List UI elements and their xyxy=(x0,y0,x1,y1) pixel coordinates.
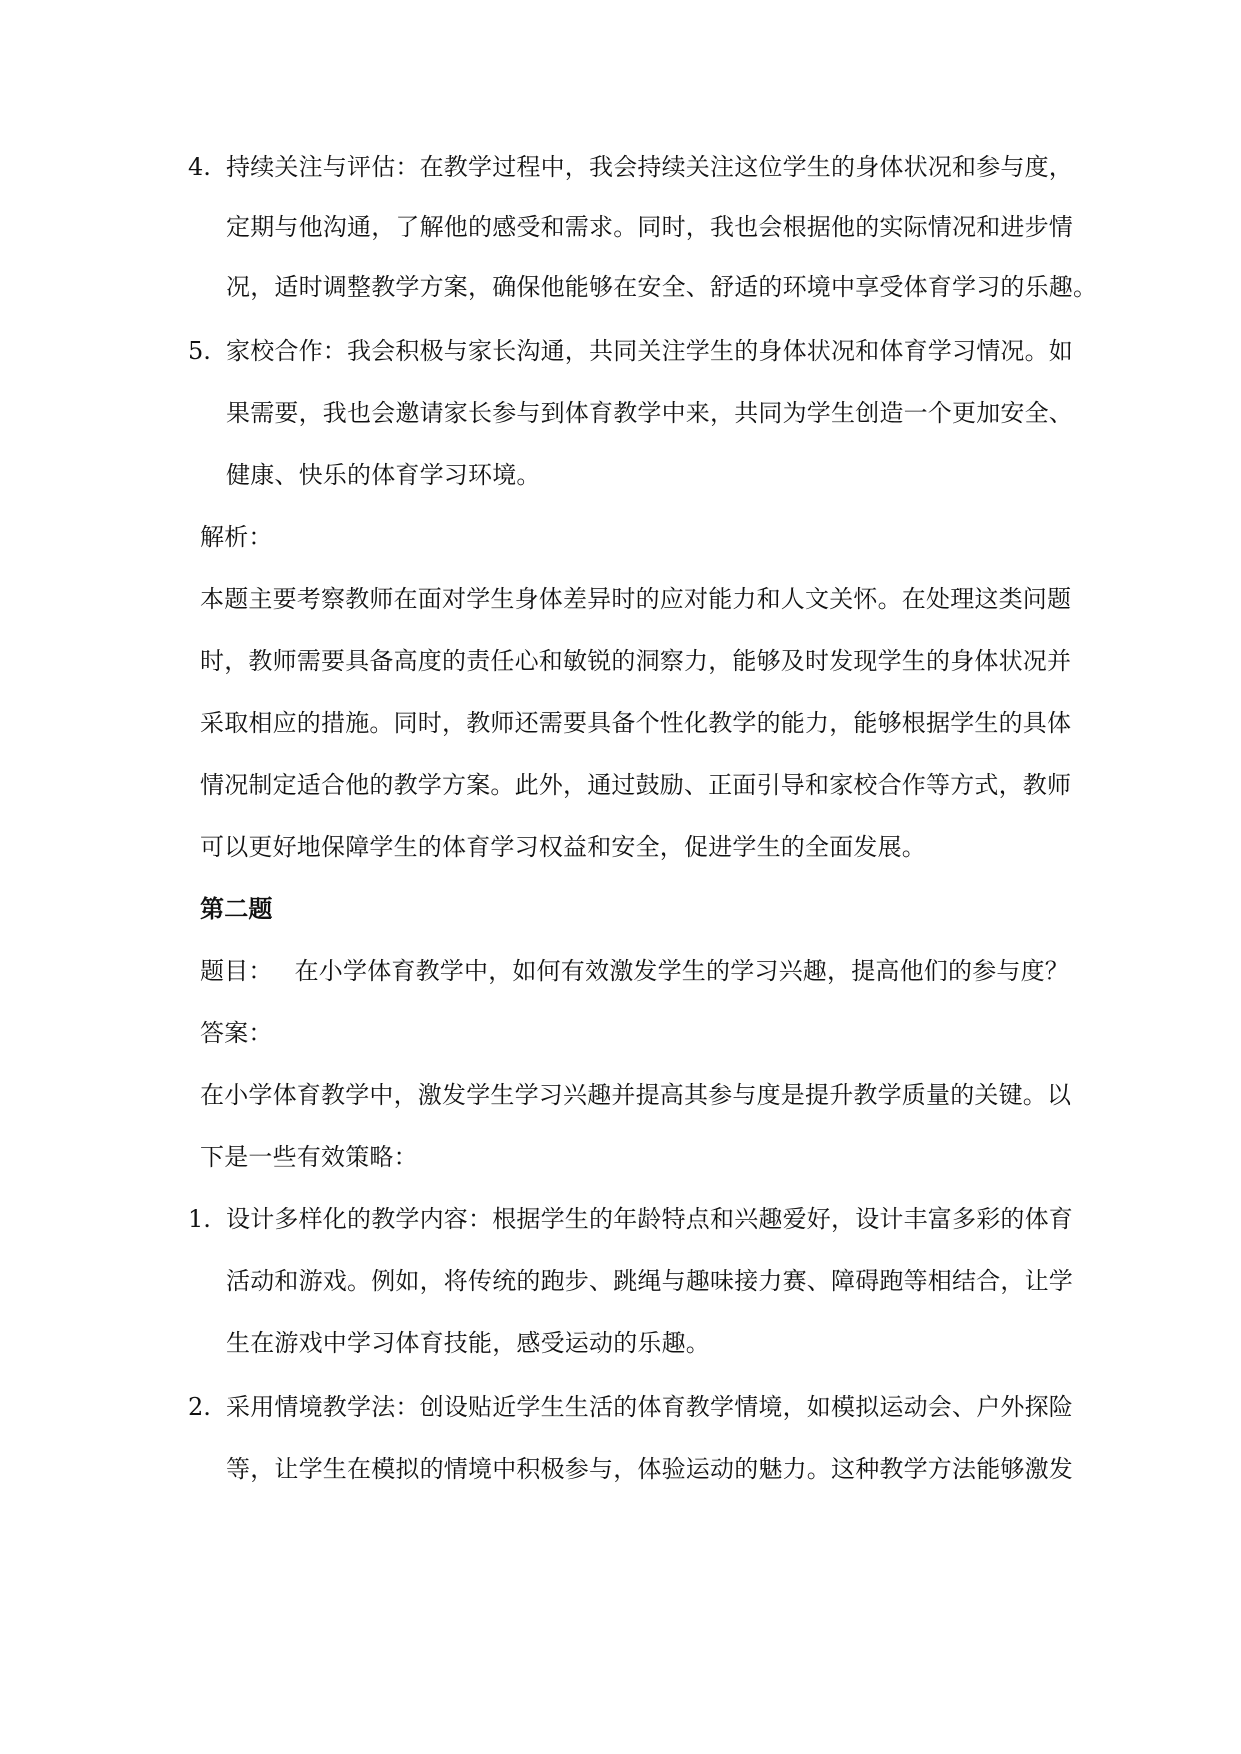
list-item-line: 生在游戏中学习体育技能，感受运动的乐趣。 xyxy=(226,1329,710,1357)
list-item-line: 家校合作：我会积极与家长沟通，共同关注学生的身体状况和体育学习情况。如 xyxy=(226,337,1073,365)
list-item-line: 活动和游戏。例如，将传统的跑步、跳绳与趣味接力赛、障碍跑等相结合，让学 xyxy=(226,1267,1073,1295)
list-number: 1. xyxy=(188,1205,211,1233)
intro-line: 在小学体育教学中，激发学生学习兴趣并提高其参与度是提升教学质量的关键。以 xyxy=(200,1081,1072,1109)
question-row xyxy=(200,956,1100,986)
list-item-line: 持续关注与评估：在教学过程中，我会持续关注这位学生的身体状况和参与度， xyxy=(226,153,1073,181)
list-item-line: 健康、快乐的体育学习环境。 xyxy=(226,461,541,489)
list-item-line: 采用情境教学法：创设贴近学生生活的体育教学情境，如模拟运动会、户外探险 xyxy=(226,1393,1073,1421)
analysis-line: 可以更好地保障学生的体育学习权益和安全，促进学生的全面发展。 xyxy=(200,833,926,861)
list-number: 4. xyxy=(188,153,211,181)
list-number: 5. xyxy=(188,337,211,365)
list-item-line: 设计多样化的教学内容：根据学生的年龄特点和兴趣爱好，设计丰富多彩的体育 xyxy=(226,1205,1073,1233)
list-item-line: 况，适时调整教学方案，确保他能够在安全、舒适的环境中享受体育学习的乐趣。 xyxy=(226,273,1098,301)
list-item-line: 定期与他沟通，了解他的感受和需求。同时，我也会根据他的实际情况和进步情 xyxy=(226,213,1073,241)
list-item-line: 等，让学生在模拟的情境中积极参与，体验运动的魅力。这种教学方法能够激发 xyxy=(226,1455,1073,1483)
list-number: 2. xyxy=(188,1393,211,1421)
analysis-line: 时，教师需要具备高度的责任心和敏锐的洞察力，能够及时发现学生的身体状况并 xyxy=(200,647,1072,675)
answer-label: 答案： xyxy=(200,1019,273,1047)
question-text: 在小学体育教学中，如何有效激发学生的学习兴趣，提高他们的参与度？ xyxy=(294,957,1070,985)
analysis-line: 情况制定适合他的教学方案。此外，通过鼓励、正面引导和家校合作等方式，教师 xyxy=(200,771,1072,799)
question-label: 题目： xyxy=(200,957,273,985)
analysis-line: 采取相应的措施。同时，教师还需要具备个性化教学的能力，能够根据学生的具体 xyxy=(200,709,1072,737)
analysis-line: 本题主要考察教师在面对学生身体差异时的应对能力和人文关怀。在处理这类问题 xyxy=(200,585,1072,613)
intro-line: 下是一些有效策略： xyxy=(200,1143,418,1171)
list-item-line: 果需要，我也会邀请家长参与到体育教学中来，共同为学生创造一个更加安全、 xyxy=(226,399,1073,427)
analysis-label: 解析： xyxy=(200,523,273,551)
section-heading: 第二题 xyxy=(200,894,273,923)
